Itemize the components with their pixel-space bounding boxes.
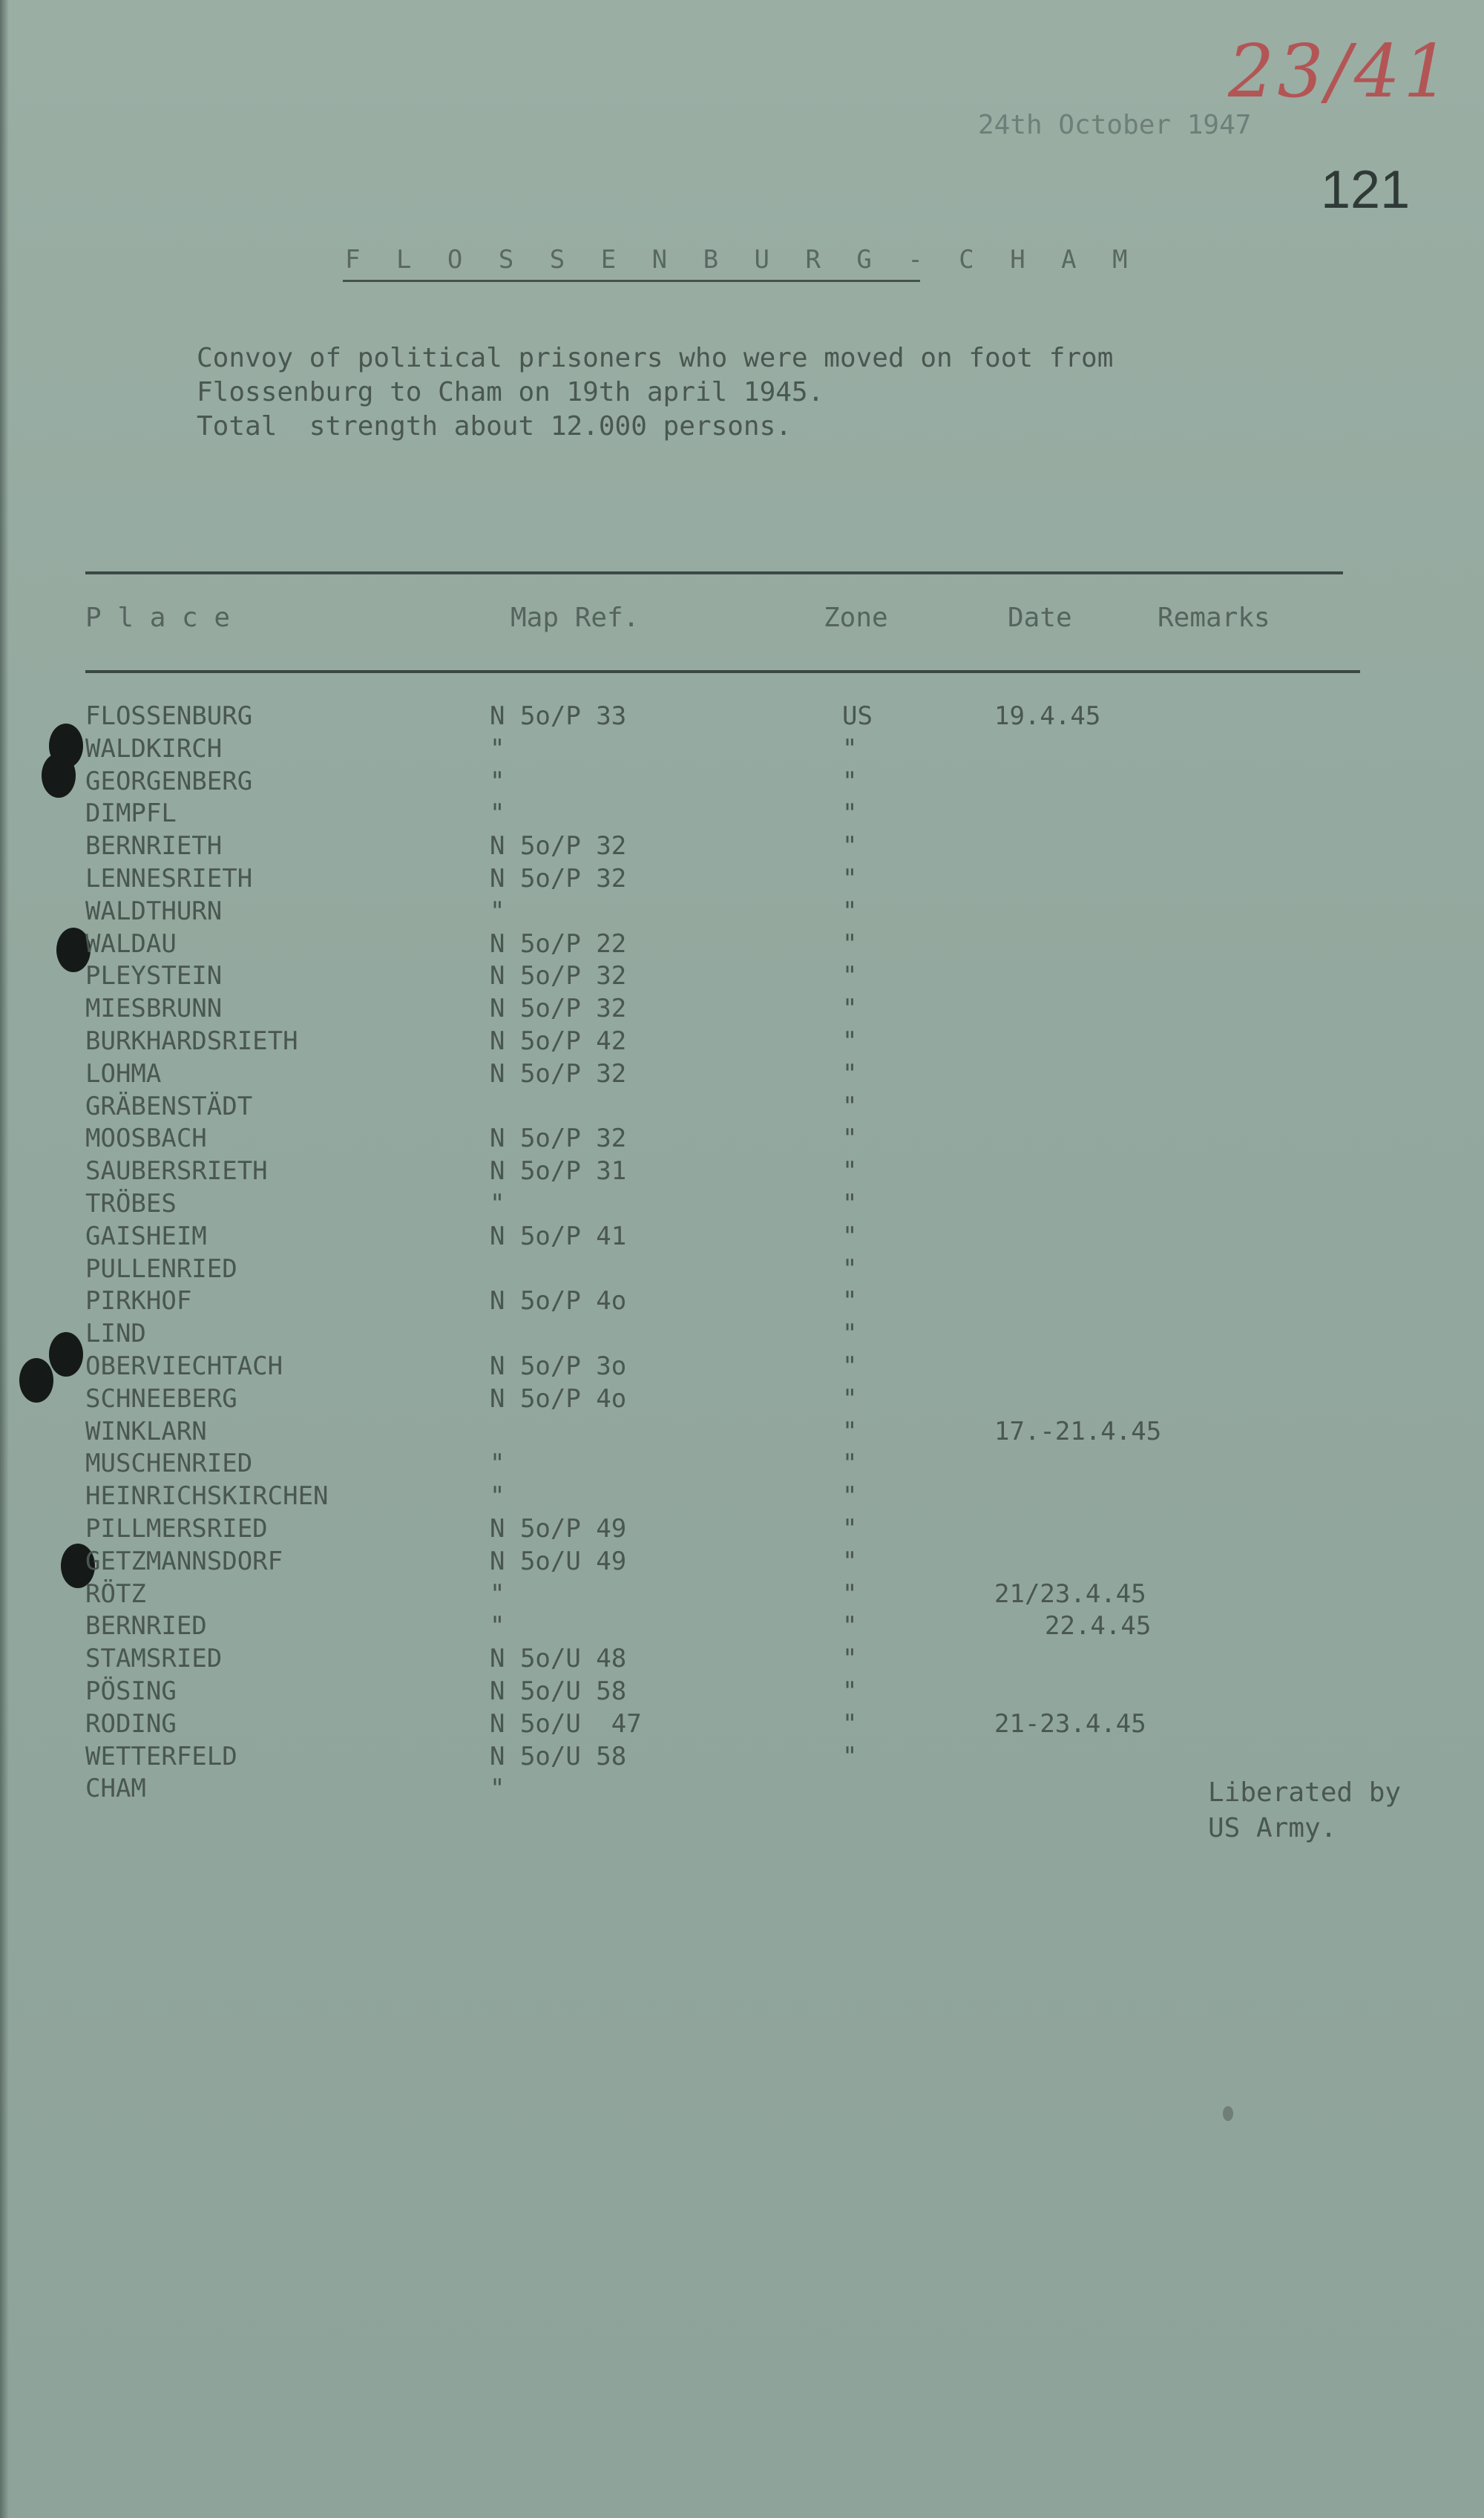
row-place: WINKLARN bbox=[85, 1417, 207, 1446]
row-zone: " bbox=[842, 1417, 858, 1446]
row-place: SAUBERSRIETH bbox=[85, 1156, 268, 1186]
row-mapref: " bbox=[490, 734, 505, 764]
row-place: WETTERFELD bbox=[85, 1742, 237, 1771]
row-place: GRÄBENSTÄDT bbox=[85, 1092, 253, 1121]
row-place: MIESBRUNN bbox=[85, 994, 223, 1023]
row-place: OBERVIECHTACH bbox=[85, 1351, 283, 1381]
row-place: PIRKHOF bbox=[85, 1286, 192, 1316]
ink-smudge bbox=[1223, 2106, 1233, 2121]
row-zone: " bbox=[842, 734, 858, 764]
row-date: 19.4.45 bbox=[994, 701, 1101, 731]
row-mapref: N 5o/P 42 bbox=[490, 1026, 627, 1056]
row-place: HEINRICHSKIRCHEN bbox=[85, 1481, 329, 1511]
row-place: BERNRIED bbox=[85, 1611, 207, 1641]
row-date: 21-23.4.45 bbox=[994, 1709, 1146, 1739]
row-place: DIMPFL bbox=[85, 799, 177, 828]
row-place: PLEYSTEIN bbox=[85, 961, 223, 991]
row-mapref: N 5o/P 31 bbox=[490, 1156, 627, 1186]
page-edge-shadow bbox=[0, 0, 9, 2518]
row-mapref: N 5o/P 32 bbox=[490, 961, 627, 991]
row-mapref: N 5o/U 47 bbox=[490, 1709, 642, 1739]
document-date: 24th October 1947 bbox=[978, 110, 1252, 140]
row-place: PÖSING bbox=[85, 1676, 177, 1706]
row-mapref: N 5o/U 58 bbox=[490, 1742, 627, 1771]
row-mapref: N 5o/P 49 bbox=[490, 1514, 627, 1544]
row-date: 22.4.45 bbox=[1045, 1611, 1152, 1641]
row-mapref: " bbox=[490, 799, 505, 828]
row-place: RÖTZ bbox=[85, 1579, 146, 1609]
row-place: LOHMA bbox=[85, 1059, 162, 1089]
row-place: PILLMERSRIED bbox=[85, 1514, 268, 1544]
intro-line: Total strength about 12.000 persons. bbox=[197, 411, 792, 442]
row-zone: " bbox=[842, 1156, 858, 1186]
punch-hole bbox=[19, 1358, 53, 1403]
row-place: FLOSSENBURG bbox=[85, 701, 253, 731]
row-zone: " bbox=[842, 1644, 858, 1673]
row-place: LIND bbox=[85, 1319, 146, 1348]
row-mapref: N 5o/P 4o bbox=[490, 1286, 627, 1316]
row-mapref: N 5o/P 32 bbox=[490, 1124, 627, 1153]
row-place: CHAM bbox=[85, 1774, 146, 1803]
row-zone: " bbox=[842, 799, 858, 828]
remarks-line: US Army. bbox=[1208, 1813, 1337, 1843]
row-place: STAMSRIED bbox=[85, 1644, 223, 1673]
row-zone: " bbox=[842, 1579, 858, 1609]
remarks-note bbox=[1208, 1775, 1401, 1846]
row-date: 21/23.4.45 bbox=[994, 1579, 1146, 1609]
row-mapref: N 5o/P 33 bbox=[490, 701, 627, 731]
row-place: GEORGENBERG bbox=[85, 767, 253, 796]
row-zone: " bbox=[842, 929, 858, 959]
row-zone: " bbox=[842, 896, 858, 926]
row-place: WALDTHURN bbox=[85, 896, 223, 926]
row-zone: " bbox=[842, 1742, 858, 1771]
row-zone: " bbox=[842, 994, 858, 1023]
header-place: P l a c e bbox=[85, 603, 231, 633]
row-place: GETZMANNSDORF bbox=[85, 1547, 283, 1576]
row-place: RODING bbox=[85, 1709, 177, 1739]
row-zone: " bbox=[842, 1709, 858, 1739]
remarks-line: Liberated by bbox=[1208, 1777, 1402, 1808]
row-mapref: N 5o/P 32 bbox=[490, 1059, 627, 1089]
row-zone: " bbox=[842, 1222, 858, 1251]
row-zone: " bbox=[842, 831, 858, 861]
row-zone: " bbox=[842, 1189, 858, 1219]
row-mapref: N 5o/P 41 bbox=[490, 1222, 627, 1251]
row-mapref: N 5o/P 32 bbox=[490, 994, 627, 1023]
row-zone: " bbox=[842, 1481, 858, 1511]
row-zone: " bbox=[842, 1547, 858, 1576]
row-mapref: " bbox=[490, 1611, 505, 1641]
row-mapref: " bbox=[490, 767, 505, 796]
row-date: 17.-21.4.45 bbox=[994, 1417, 1162, 1446]
row-place: MOOSBACH bbox=[85, 1124, 207, 1153]
row-zone: " bbox=[842, 1286, 858, 1316]
row-zone: " bbox=[842, 1254, 858, 1284]
row-zone: " bbox=[842, 864, 858, 894]
row-zone: " bbox=[842, 961, 858, 991]
row-mapref: " bbox=[490, 1449, 505, 1478]
row-place: BERNRIETH bbox=[85, 831, 223, 861]
table-header-rule bbox=[85, 670, 1360, 673]
row-place: WALDAU bbox=[85, 929, 177, 959]
row-zone: " bbox=[842, 1351, 858, 1381]
header-date: Date bbox=[1008, 603, 1072, 633]
intro-line: Flossenburg to Cham on 19th april 1945. bbox=[197, 377, 824, 407]
header-remarks: Remarks bbox=[1158, 603, 1270, 633]
header-mapref: Map Ref. bbox=[510, 603, 640, 633]
row-place: SCHNEEBERG bbox=[85, 1384, 237, 1414]
intro-line: Convoy of political prisoners who were moved on foot from bbox=[197, 343, 1114, 373]
row-zone: " bbox=[842, 1676, 858, 1706]
row-mapref: N 5o/P 4o bbox=[490, 1384, 627, 1414]
header-zone: Zone bbox=[824, 603, 888, 633]
row-mapref: N 5o/P 3o bbox=[490, 1351, 627, 1381]
title-underline bbox=[343, 280, 920, 282]
row-zone: " bbox=[842, 1124, 858, 1153]
row-mapref: N 5o/U 49 bbox=[490, 1547, 627, 1576]
row-place: GAISHEIM bbox=[85, 1222, 207, 1251]
row-mapref: " bbox=[490, 1189, 505, 1219]
row-mapref: " bbox=[490, 1774, 505, 1803]
row-mapref: N 5o/P 32 bbox=[490, 831, 627, 861]
row-mapref: N 5o/P 22 bbox=[490, 929, 627, 959]
row-place: BURKHARDSRIETH bbox=[85, 1026, 298, 1056]
row-zone: " bbox=[842, 767, 858, 796]
row-mapref: N 5o/U 58 bbox=[490, 1676, 627, 1706]
row-zone: " bbox=[842, 1026, 858, 1056]
page-title: F L O S S E N B U R G - C H A M bbox=[345, 245, 1138, 275]
row-place: WALDKIRCH bbox=[85, 734, 223, 764]
row-mapref: " bbox=[490, 1481, 505, 1511]
row-zone: " bbox=[842, 1319, 858, 1348]
row-place: MUSCHENRIED bbox=[85, 1449, 253, 1478]
row-zone: US bbox=[842, 701, 873, 731]
row-mapref: N 5o/P 32 bbox=[490, 864, 627, 894]
row-zone: " bbox=[842, 1449, 858, 1478]
punch-hole bbox=[42, 753, 76, 798]
table-top-rule bbox=[85, 571, 1343, 574]
handwritten-reference: 23/41 bbox=[1228, 30, 1453, 114]
row-zone: " bbox=[842, 1384, 858, 1414]
row-zone: " bbox=[842, 1092, 858, 1121]
row-place: LENNESRIETH bbox=[85, 864, 253, 894]
row-place: TRÖBES bbox=[85, 1189, 177, 1219]
intro-paragraph bbox=[197, 341, 1113, 444]
punch-hole bbox=[49, 1332, 83, 1377]
row-mapref: " bbox=[490, 1579, 505, 1609]
row-mapref: N 5o/U 48 bbox=[490, 1644, 627, 1673]
row-place: PULLENRIED bbox=[85, 1254, 237, 1284]
row-mapref: " bbox=[490, 896, 505, 926]
row-zone: " bbox=[842, 1514, 858, 1544]
page-number: 121 bbox=[1321, 160, 1411, 220]
row-zone: " bbox=[842, 1059, 858, 1089]
row-zone: " bbox=[842, 1611, 858, 1641]
